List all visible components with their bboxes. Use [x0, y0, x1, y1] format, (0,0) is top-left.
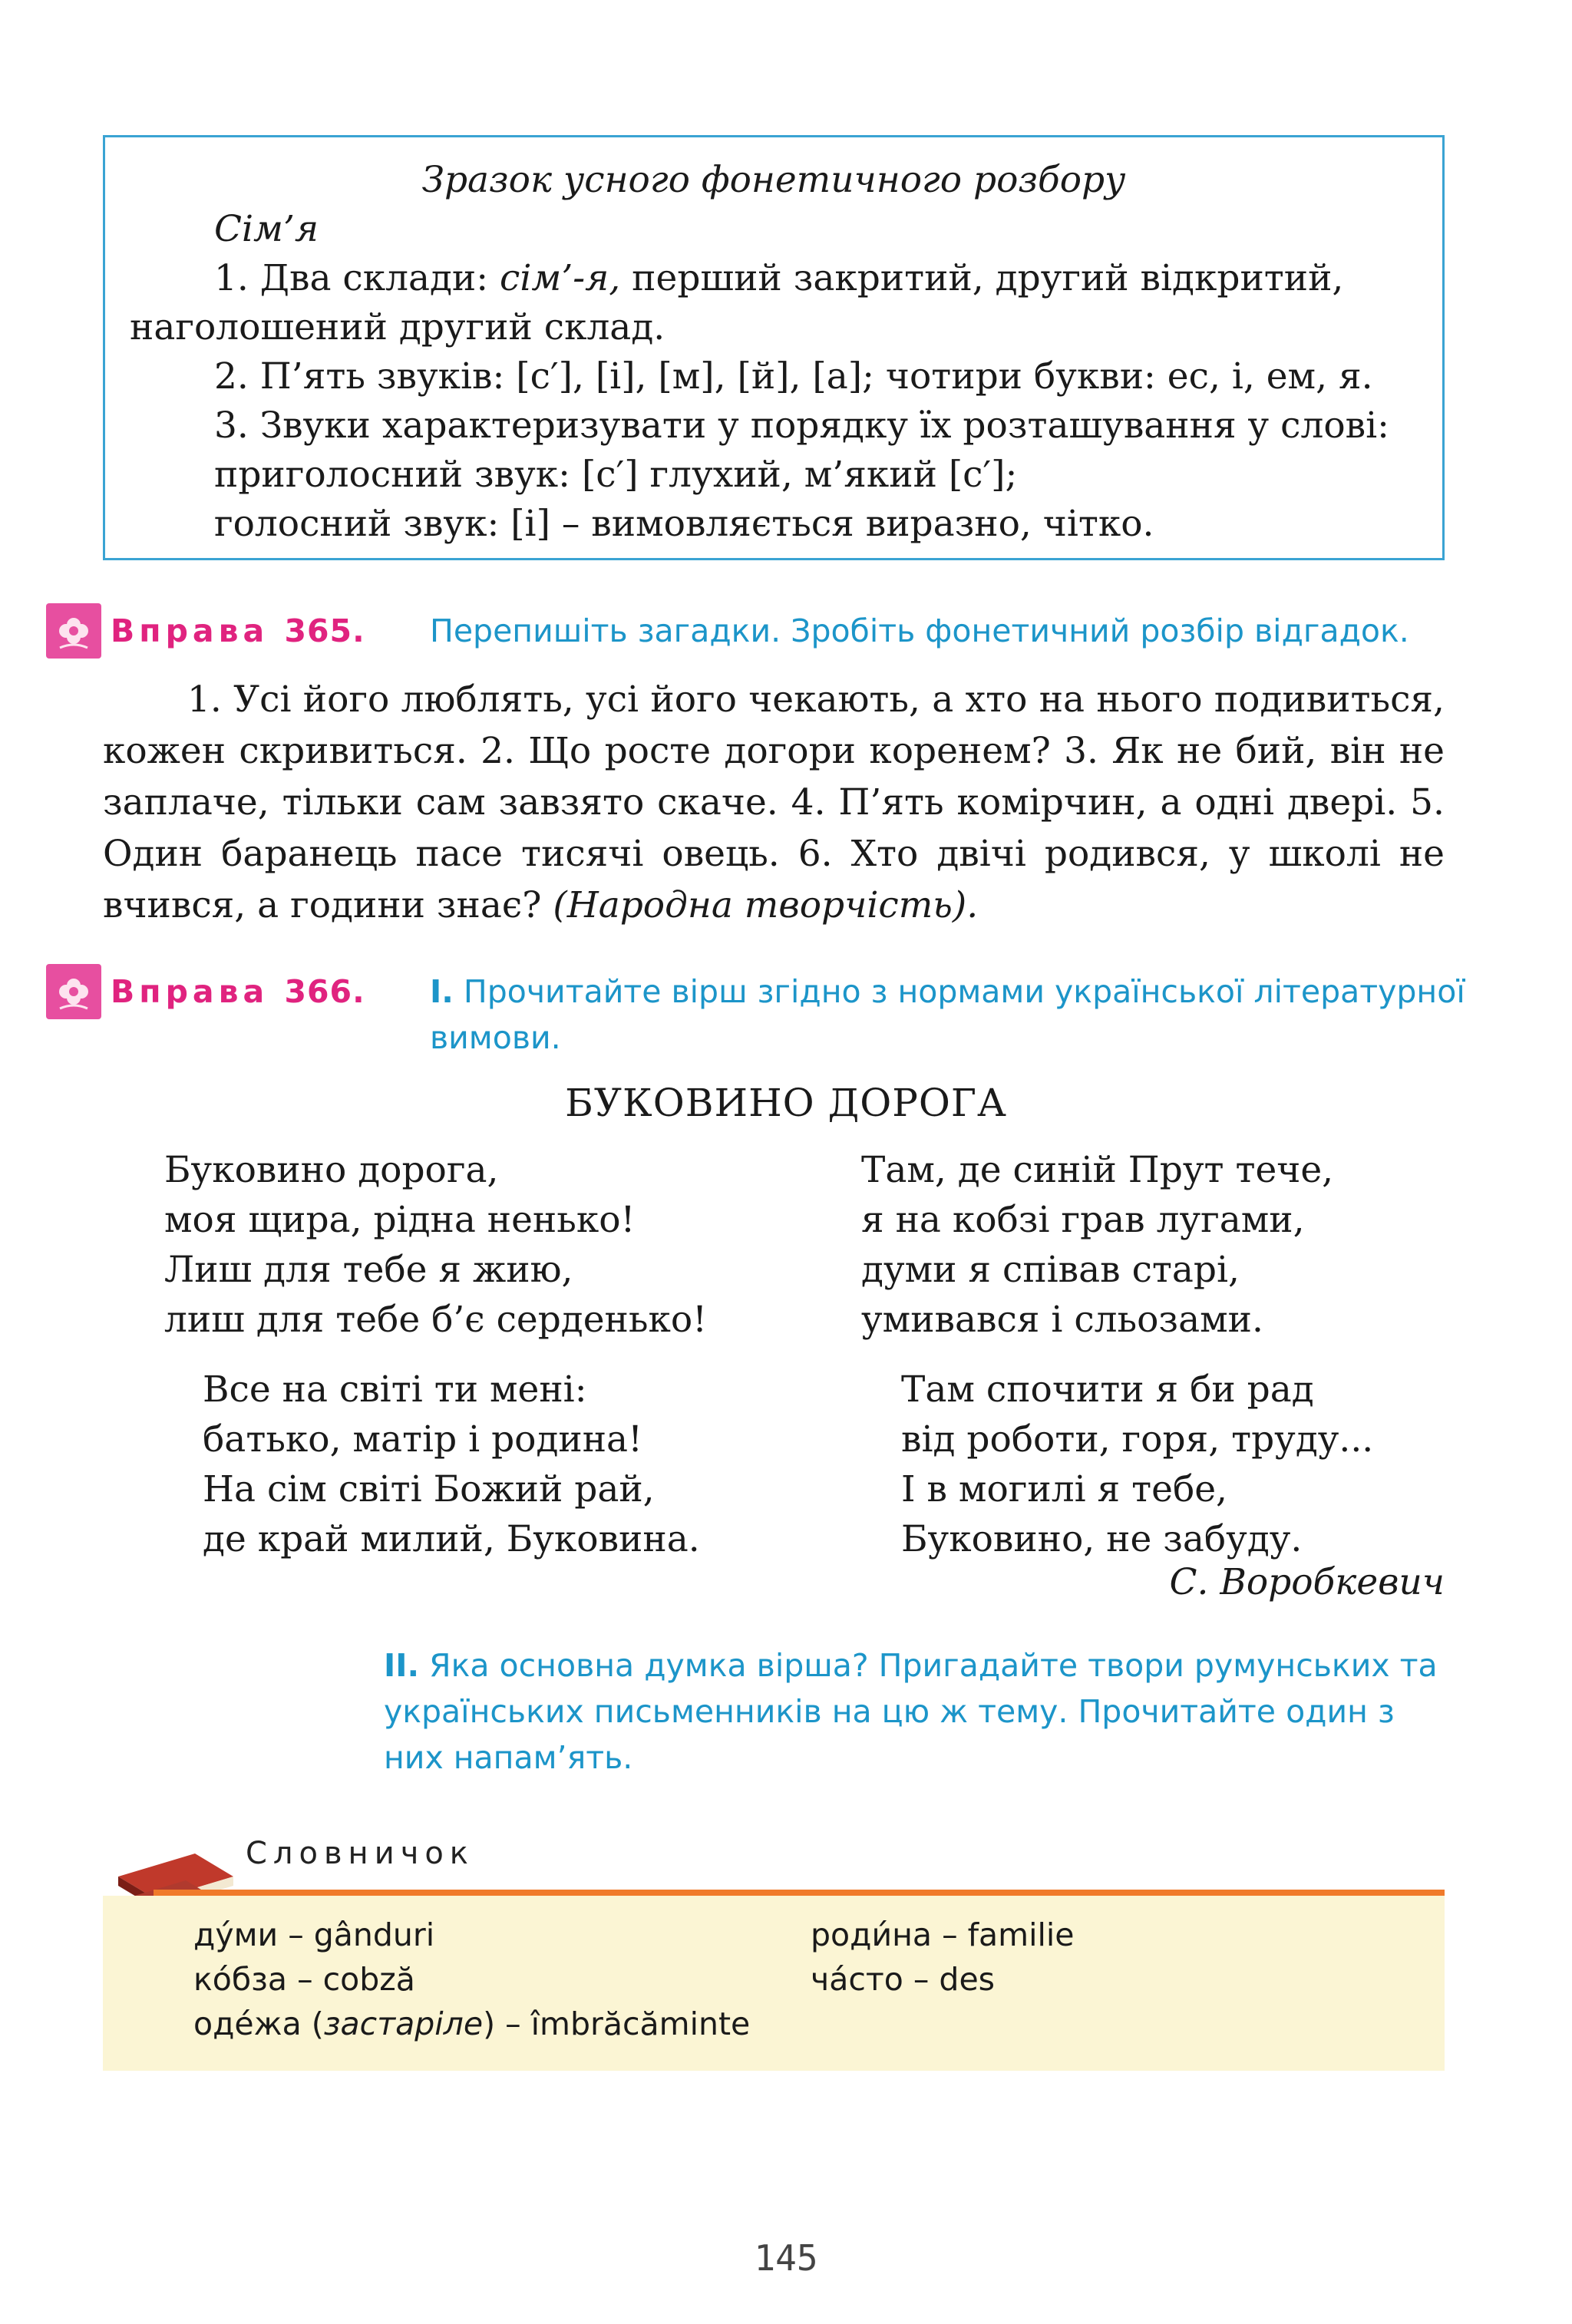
- poem-line: Буковино, не забуду.: [901, 1518, 1303, 1560]
- flower-icon: [46, 964, 101, 1019]
- exercise-366-label: [111, 969, 365, 1015]
- task-2-text: Яка основна думка вірша? Пригадайте твори румунських та українських письменників на цю ж тему. Прочитайте один з них напам’ять.: [384, 1647, 1438, 1776]
- poem-line: Там спочити я би рад: [901, 1368, 1314, 1411]
- sample-line-4: 3. Звуки характеризувати у порядку їх розташування у слові:: [214, 404, 1389, 447]
- riddles-indent: [103, 678, 187, 721]
- task-part-1: І.: [430, 973, 454, 1010]
- poem-line: лиш для тебе б’є серденько!: [164, 1299, 708, 1341]
- poem-stanza-4: [901, 1365, 1373, 1564]
- poem-stanza-2: [861, 1145, 1333, 1345]
- exercise-366-header: [46, 964, 1465, 1064]
- exercise-365-label: [111, 608, 365, 654]
- exercise-366-task-1: [430, 969, 1474, 1061]
- sample-analysis-box: [103, 135, 1445, 560]
- poem-title: БУКОВИНО ДОРОГА: [565, 1081, 1007, 1125]
- task-1-text: Прочитайте вірш згідно з нормами української літературної вимови.: [430, 973, 1465, 1056]
- poem-line: моя щира, рідна ненько!: [164, 1199, 636, 1241]
- riddles-body: 1. Усі його люблять, усі його чекають, а хто на нього подивиться, кожен скривиться. 2. Що росте догори коренем? 3. Як не бий, він не заплаче, тільки сам завзято скаче. 4. П’ять комірчин, а одні двері. 5. Один баранець пасе тисячі овець. 6. Хто двічі родився, у школі не вчився, а години знає?: [103, 678, 1445, 926]
- poem-line: Буковино дорога,: [164, 1149, 499, 1191]
- glossary-divider: [154, 1890, 1445, 1896]
- exercise-number: 365.: [284, 612, 365, 649]
- sample-line-3: 2. П’ять звуків: [с′], [і], [м], [й], [а]; чотири букви: ес, і, ем, я.: [214, 355, 1373, 398]
- poem-line: думи я співав старі,: [861, 1249, 1240, 1291]
- glossary-right-column: [811, 1913, 1075, 2002]
- poem-line: я на кобзі грав лугами,: [861, 1199, 1305, 1241]
- poem-line: батько, матір і родина!: [203, 1418, 642, 1461]
- gloss-part: ) – îmbrăcăminte: [483, 2005, 751, 2042]
- glossary-left-column: [193, 1913, 750, 2046]
- poem-line: Все на світі ти мені:: [203, 1368, 587, 1411]
- glossary-entry: ко́бза – cobză: [193, 1961, 415, 1998]
- exercise-365-header: [46, 603, 1451, 659]
- sample-line-1b: сім’-я,: [500, 257, 621, 299]
- exercise-365-task: Перепишіть загадки. Зробіть фонетичний розбір відгадок.: [430, 612, 1409, 649]
- exercise-number: 366.: [284, 973, 365, 1010]
- poem-line: На сім світі Божий рай,: [203, 1468, 655, 1510]
- poem-stanza-3: [203, 1365, 700, 1564]
- poem-line: Лиш для тебе я жию,: [164, 1249, 573, 1291]
- poem-stanza-1: [164, 1145, 707, 1345]
- glossary-entry: [193, 2002, 750, 2046]
- glossary-entry: роди́на – familie: [811, 1916, 1075, 1953]
- poem-line: Там, де синій Прут тече,: [861, 1149, 1334, 1191]
- gloss-part: оде́жа (: [193, 2005, 324, 2042]
- sample-line-5: приголосний звук: [с′] глухий, м’який [с′];: [214, 454, 1018, 496]
- exercise-label-text: Вправа: [111, 612, 269, 649]
- riddles-text: [103, 674, 1445, 931]
- poem-line: де край милий, Буковина.: [203, 1518, 700, 1560]
- task-part-2: ІІ.: [384, 1647, 420, 1684]
- exercise-366-task-2: [384, 1642, 1458, 1781]
- sample-line-1a: 1. Два склади:: [214, 257, 500, 299]
- poem-line: від роботи, горя, труду...: [901, 1418, 1374, 1461]
- exercise-label-text: Вправа: [111, 973, 269, 1010]
- gloss-part: застаріле: [323, 2005, 484, 2042]
- glossary-box: [103, 1896, 1445, 2071]
- flower-icon: [46, 603, 101, 659]
- poem-author: С. Воробкевич: [1169, 1561, 1445, 1603]
- sample-title: Зразок усного фонетичного розбору: [421, 159, 1126, 201]
- sample-line-1: [130, 254, 1418, 303]
- glossary-entry: ча́сто – des: [811, 1961, 996, 1998]
- sample-line-6: голосний звук: [і] – вимовляється виразно, чітко.: [214, 503, 1154, 545]
- sample-line-2: наголошений другий склад.: [130, 306, 665, 348]
- riddles-source: (Народна творчість).: [553, 884, 979, 926]
- glossary-title: Словничок: [246, 1836, 474, 1871]
- sample-line-1c: перший закритий, другий відкритий,: [620, 257, 1344, 299]
- sample-word: Сім’я: [214, 208, 319, 250]
- glossary-entry: ду́ми – gânduri: [193, 1916, 435, 1953]
- poem-line: умивався і сльозами.: [861, 1299, 1263, 1341]
- page-number: 145: [754, 2237, 818, 2279]
- poem-line: І в могилі я тебе,: [901, 1468, 1227, 1510]
